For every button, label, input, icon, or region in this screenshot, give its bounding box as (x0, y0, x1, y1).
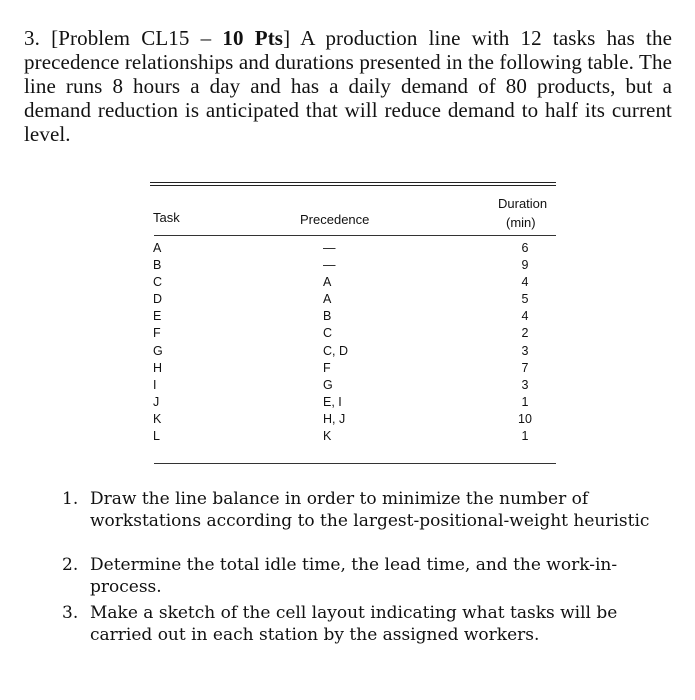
header-task: Task (153, 210, 180, 225)
table-cell-duration: 4 (521, 275, 529, 290)
problem-points: 10 Pts (222, 26, 284, 50)
table-cell-precedence: — (323, 241, 336, 255)
table-cell-task: H (153, 360, 163, 375)
table-cell-precedence: C, D (323, 343, 348, 358)
task-table (150, 182, 560, 472)
table-cell-duration: 6 (521, 241, 529, 255)
header-duration-unit: (min) (506, 215, 536, 230)
table-cell-precedence: E, I (323, 394, 342, 409)
question-number: 2. (62, 555, 79, 575)
table-cell-task: D (153, 292, 163, 307)
header-duration: Duration (498, 196, 548, 211)
table-cell-task: G (153, 343, 163, 358)
table-cell-precedence: A (323, 292, 332, 307)
table-cell-duration: 7 (521, 360, 529, 375)
question-text: Determine the total idle time, the lead time, and the work-in-process. (90, 555, 618, 597)
table-cell-precedence: B (323, 309, 332, 324)
question-list (62, 488, 662, 646)
question-item (62, 488, 662, 532)
table-cell-duration: 4 (521, 309, 529, 324)
header-rule (154, 235, 556, 236)
table-cell-duration: 9 (521, 258, 529, 273)
table-bottom-rule (154, 463, 556, 464)
question-text: Make a sketch of the cell layout indicating what tasks will be carried out in each station by the assigned workers. (90, 603, 618, 645)
table-cell-task: B (153, 258, 162, 273)
precedence-column (323, 240, 383, 445)
problem-text: A production line with 12 tasks has the precedence relationships and durations presented in the following table. The line runs 8 hours a day and has a daily demand of 80 products, but a demand reduction is anticipated that will reduce demand to half its current level. (24, 26, 672, 146)
table-cell-precedence: F (323, 360, 331, 375)
table-cell-duration: 3 (521, 377, 529, 392)
problem-tag-open: [Problem CL15 – (51, 26, 212, 50)
table-cell-precedence: — (323, 258, 336, 273)
table-cell-precedence: H, J (323, 411, 346, 426)
table-cell-duration: 5 (521, 292, 529, 307)
table-cell-precedence: G (323, 377, 333, 392)
table-cell-task: L (153, 429, 160, 444)
problem-statement (24, 26, 672, 146)
table-cell-task: C (153, 275, 163, 290)
table-cell-duration: 3 (521, 343, 529, 358)
question-item (62, 554, 662, 598)
task-column (153, 240, 183, 445)
table-top-rule-2 (150, 185, 556, 186)
table-cell-task: A (153, 241, 162, 255)
table-cell-precedence: C (323, 326, 333, 341)
table-cell-task: J (153, 394, 160, 409)
problem-tag-close: ] (283, 26, 291, 50)
table-cell-duration: 1 (521, 429, 529, 444)
table-cell-duration: 2 (521, 326, 529, 341)
table-cell-precedence: K (323, 429, 332, 444)
problem-number: 3. (24, 26, 40, 50)
table-top-rule (150, 182, 556, 183)
table-cell-duration: 1 (521, 394, 529, 409)
question-item (62, 602, 662, 646)
header-precedence: Precedence (300, 212, 370, 227)
question-number: 3. (62, 603, 79, 623)
table-cell-task: I (153, 377, 157, 392)
table-cell-duration: 10 (518, 411, 532, 426)
duration-column (510, 240, 540, 445)
question-text: Draw the line balance in order to minimize the number of workstations according to the largest-positional-weight heuristic (90, 489, 650, 531)
table-cell-task: K (153, 411, 162, 426)
table-cell-task: E (153, 309, 162, 324)
question-number: 1. (62, 489, 79, 509)
table-cell-precedence: A (323, 275, 332, 290)
table-cell-task: F (153, 326, 161, 341)
